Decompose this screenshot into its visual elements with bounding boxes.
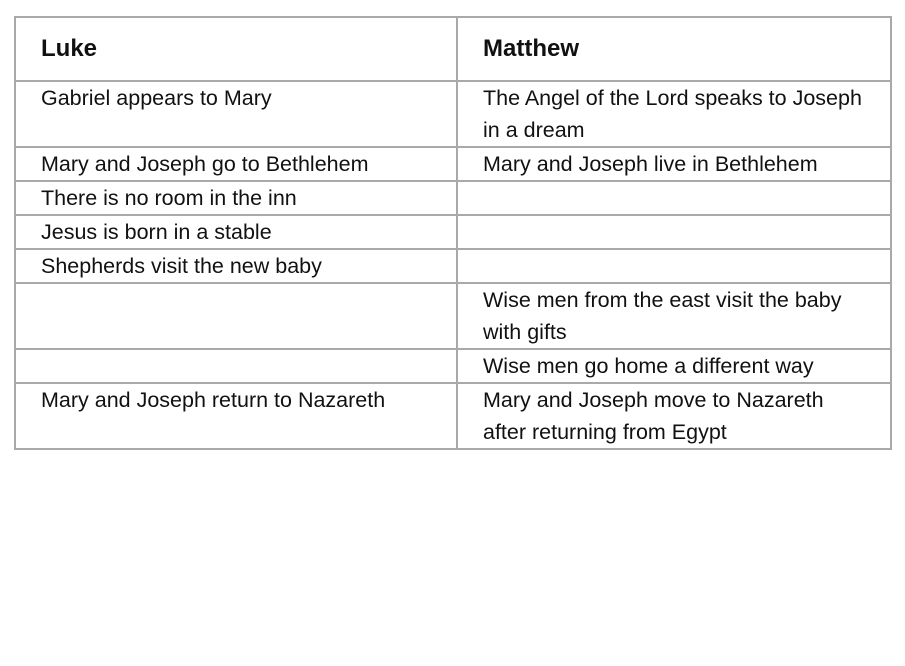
- matthew-cell: Wise men go home a different way: [457, 349, 891, 383]
- column-header-luke: Luke: [15, 17, 457, 81]
- luke-cell: Gabriel appears to Mary: [15, 81, 457, 147]
- matthew-cell: [457, 215, 891, 249]
- luke-cell: Mary and Joseph return to Nazareth: [15, 383, 457, 449]
- matthew-cell: [457, 181, 891, 215]
- luke-cell: [15, 283, 457, 349]
- luke-cell: There is no room in the inn: [15, 181, 457, 215]
- matthew-cell: The Angel of the Lord speaks to Joseph in a dream: [457, 81, 891, 147]
- matthew-cell: [457, 249, 891, 283]
- luke-cell: Mary and Joseph go to Bethlehem: [15, 147, 457, 181]
- matthew-cell: Mary and Joseph live in Bethlehem: [457, 147, 891, 181]
- matthew-cell: Wise men from the east visit the baby with gifts: [457, 283, 891, 349]
- table-row: [15, 349, 891, 383]
- table-row: [15, 283, 891, 349]
- header-row: [15, 17, 891, 81]
- table-row: [15, 383, 891, 449]
- matthew-cell: Mary and Joseph move to Nazareth after returning from Egypt: [457, 383, 891, 449]
- luke-cell: [15, 349, 457, 383]
- luke-cell: Shepherds visit the new baby: [15, 249, 457, 283]
- table-row: [15, 249, 891, 283]
- table-row: [15, 181, 891, 215]
- table-row: [15, 81, 891, 147]
- column-header-matthew: Matthew: [457, 17, 891, 81]
- luke-cell: Jesus is born in a stable: [15, 215, 457, 249]
- comparison-table: [14, 16, 892, 450]
- table-row: [15, 147, 891, 181]
- table-row: [15, 215, 891, 249]
